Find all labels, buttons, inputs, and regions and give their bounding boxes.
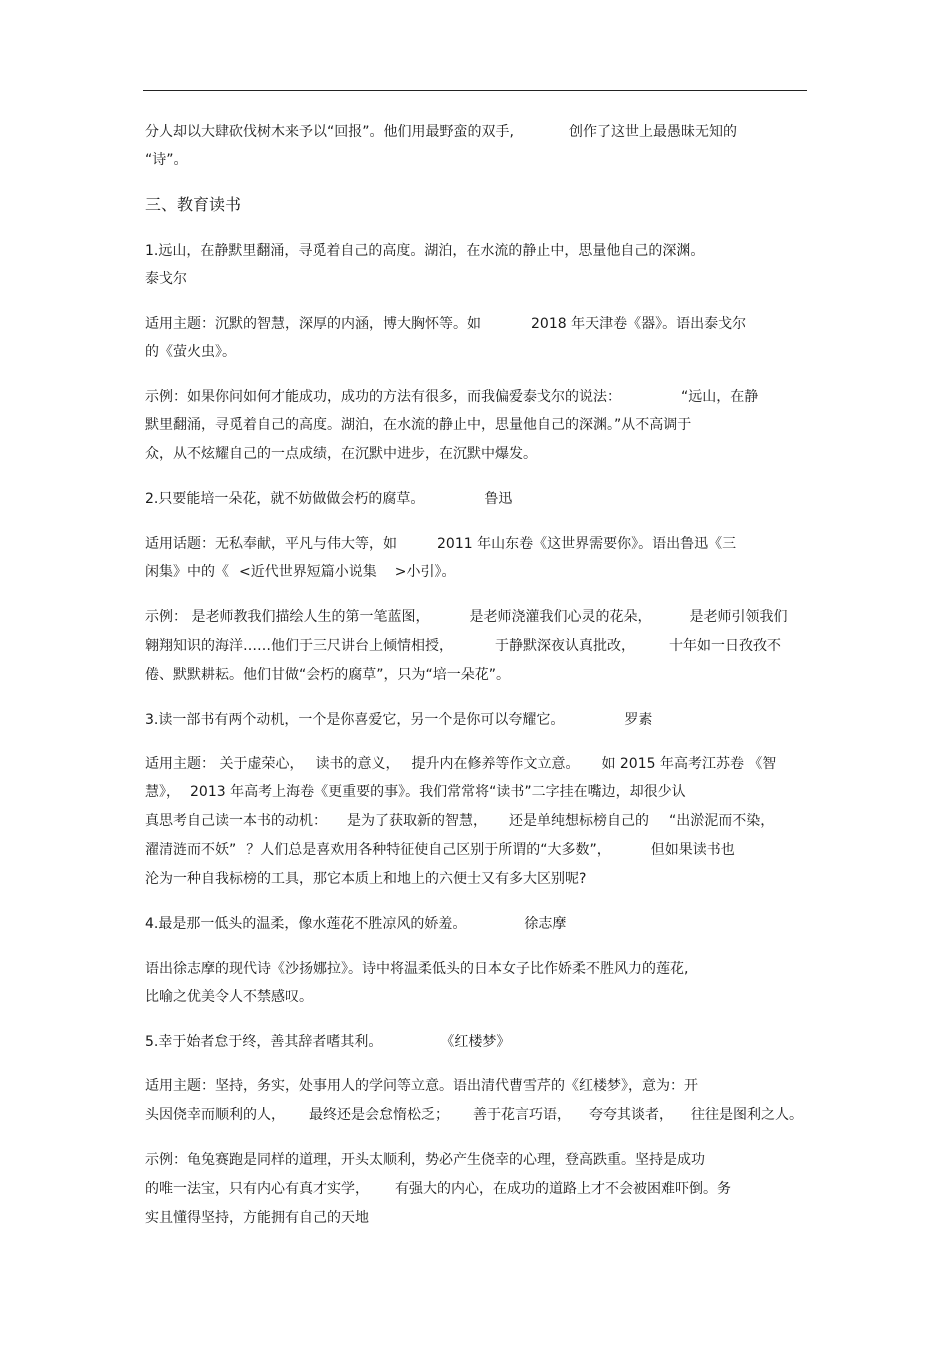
text-run: 最终还是会怠惰松乏；: [309, 1107, 449, 1123]
text-run: 的唯一法宝，只有内心有真才实学，: [145, 1181, 369, 1197]
text-run: 倦、默默耕耘。他们甘做“会朽的腐草”，只为“培一朵花”。: [145, 667, 511, 683]
quote-line: [145, 490, 512, 508]
theme-line: [145, 783, 686, 801]
text-run: 是为了获取新的智慧，: [347, 813, 487, 829]
text-run: 2018 年天津卷《器》。语出泰戈尔: [531, 316, 747, 332]
theme-line: [145, 563, 455, 581]
author-text: 徐志摩: [524, 916, 567, 932]
quote-text: 2.只要能培一朵花，就不妨做做会朽的腐草。: [145, 491, 425, 507]
example-line: [145, 637, 781, 655]
text-run: 默里翻涌，寻觅着自己的高度。湖泊，在水流的静止中，思量他自己的深渊。”从不高调于: [145, 417, 692, 433]
text-run: 十年如一日孜孜不: [669, 638, 781, 654]
quote-line: [145, 1033, 510, 1051]
note-line: [145, 960, 688, 978]
text-run: 众，从不炫耀自己的一点成绩，在沉默中进步，在沉默中爆发。: [145, 446, 537, 462]
text-run: 分人却以大肆砍伐树木来予以“回报”。他们用最野蛮的双手,: [145, 124, 514, 140]
example-line: [145, 666, 510, 684]
text-run: 实且懂得坚持，方能拥有自己的天地: [145, 1210, 369, 1226]
author-text: 泰戈尔: [145, 271, 187, 287]
text-run: 濯清涟而不妖”: [145, 842, 237, 858]
author-text: 罗素: [624, 712, 653, 728]
text-run: 示例：龟兔赛跑是同样的道理，开头太顺利，势必产生侥幸的心理，登高跌重。坚持是成功: [145, 1152, 705, 1168]
text-run: 头因侥幸而顺利的人，: [145, 1107, 285, 1123]
author-text: 《红楼梦》: [440, 1034, 511, 1050]
text-run: 于静默深夜认真批改，: [495, 638, 635, 654]
theme-line: [145, 812, 774, 830]
note-line: [145, 988, 313, 1006]
text-run: 示例： 是老师教我们描绘人生的第一笔蓝图，: [145, 609, 430, 625]
text-run: 读书的意义，: [315, 756, 400, 772]
text-run: <近代世界短篇小说集: [239, 564, 377, 580]
text-run: 语出徐志摩的现代诗《沙扬娜拉》。诗中将温柔低头的日本女子比作娇柔不胜风力的莲花,: [145, 961, 689, 977]
text-run: 2013 年高考上海卷《更重要的事》。我们常常将“读书”二字挂在嘴边，却很少认: [190, 784, 686, 800]
section-heading: [145, 196, 241, 214]
example-line: [145, 1180, 731, 1198]
text-run: 有强大的内心，在成功的道路上才不会被困难吓倒。务: [395, 1181, 731, 1197]
text-run: 善于花言巧语，: [473, 1107, 571, 1123]
text-run: 2011 年山东卷《这世界需要你》。语出鲁迅《三: [437, 536, 737, 552]
text-run: 创作了这世上最愚昧无知的: [568, 124, 737, 140]
theme-line: [145, 1077, 698, 1095]
quote-line: [145, 242, 704, 260]
example-line: [145, 416, 691, 434]
theme-line: [145, 343, 236, 361]
text-run: 真思考自己读一本书的动机：: [145, 813, 327, 829]
quote-author: [145, 270, 187, 288]
theme-line: [145, 755, 776, 773]
text-run: 提升内在修养等作文立意。: [411, 756, 580, 772]
quote-line: [145, 711, 652, 729]
quote-line: [145, 915, 566, 933]
theme-line: [145, 315, 746, 333]
text-run: 还是单纯想标榜自己的: [509, 813, 649, 829]
header-rule: [143, 90, 807, 91]
text-run: 翱翔知识的海洋……他们于三尺讲台上倾情相授，: [145, 638, 453, 654]
text-run: “诗”。: [145, 152, 188, 168]
text-run: 沦为一种自我标榜的工具，那它本质上和地上的六便士又有多大区别呢?: [145, 871, 587, 887]
quote-text: 3.读一部书有两个动机，一个是你喜爱它，另一个是你可以夸耀它。: [145, 712, 565, 728]
text-run: 示例：如果你问如何才能成功，成功的方法有很多，而我偏爱泰戈尔的说法：: [145, 389, 621, 405]
text-run: 适用主题：沉默的智慧，深厚的内涵，博大胸怀等。如: [145, 316, 481, 332]
text-run: >小引》。: [394, 564, 456, 580]
quote-text: 4.最是那一低头的温柔，像水莲花不胜凉风的娇羞。: [145, 916, 467, 932]
text-run: 适用主题：坚持，务实，处事用人的学问等立意。语出清代曹雪芹的《红楼梦》，意为：开: [145, 1078, 698, 1094]
text-run: 是老师浇灌我们心灵的花朵，: [469, 609, 652, 625]
text-run: 慧》，: [145, 784, 180, 800]
quote-text: 1.远山，在静默里翻涌，寻觅着自己的高度。湖泊，在水流的静止中，思量他自己的深渊。: [145, 243, 705, 259]
author-text: 鲁迅: [484, 491, 513, 507]
example-line: [145, 1151, 705, 1169]
theme-line: [145, 841, 735, 859]
text-run: 适用主题： 关于虚荣心，: [145, 756, 304, 772]
text-run: 适用话题：无私奉献，平凡与伟大等，如: [145, 536, 397, 552]
theme-line: [145, 1106, 803, 1124]
text-run: 比喻之优美令人不禁感叹。: [145, 989, 313, 1005]
text-run: 但如果读书也: [650, 842, 735, 858]
theme-line: [145, 870, 586, 888]
quote-text: 5.幸于始者怠于终，善其辞者嗜其利。: [145, 1034, 383, 1050]
text-run: “远山，在静: [681, 389, 759, 405]
text-run: 的《萤火虫》。: [145, 344, 236, 360]
text-run: “出淤泥而不染，: [669, 813, 775, 829]
text-run: 往往是图利之人。: [691, 1107, 803, 1123]
text-run: 如 2015 年高考江苏卷 《智: [601, 756, 777, 772]
heading-text: 三、教育读书: [145, 195, 242, 214]
text-run: 闲集》中的《: [145, 564, 229, 580]
text-run: 夸夸其谈者，: [589, 1107, 673, 1123]
text-run: 是老师引领我们: [689, 609, 788, 625]
example-line: [145, 608, 787, 626]
example-line: [145, 388, 758, 406]
text-run: ？人们总是喜欢用各种特征使自己区别于所谓的“大多数”，: [246, 842, 611, 858]
example-line: [145, 445, 537, 463]
paragraph-line: [145, 151, 188, 169]
theme-line: [145, 535, 736, 553]
example-line: [145, 1209, 369, 1227]
paragraph-line: [145, 123, 737, 141]
